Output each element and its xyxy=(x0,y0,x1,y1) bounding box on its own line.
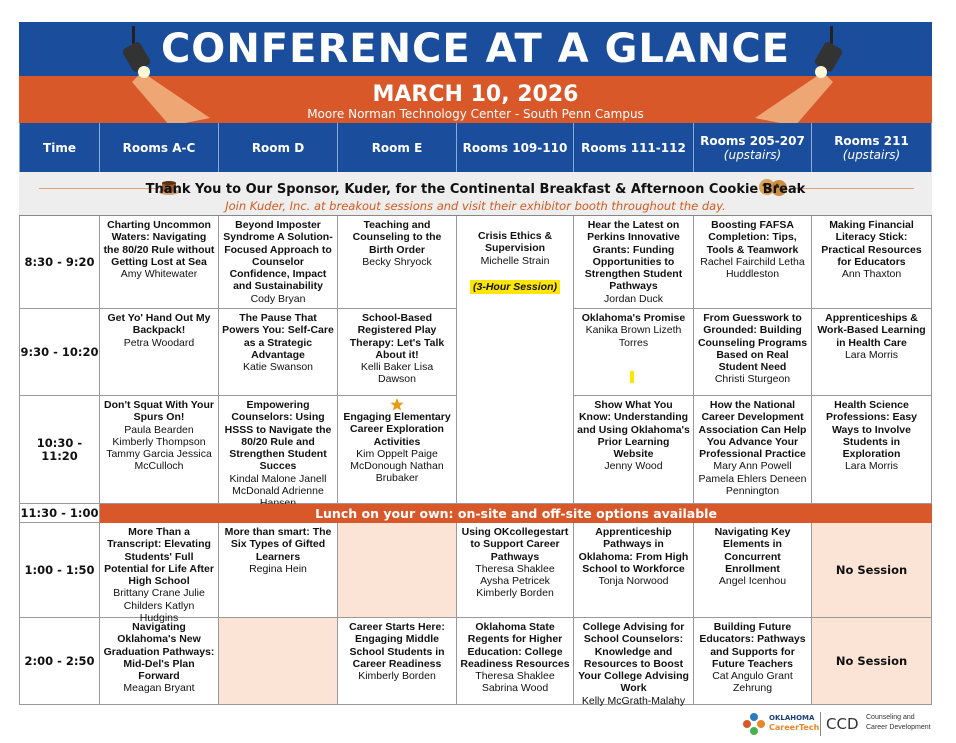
time-slot-lunch: 11:30 - 1:00 xyxy=(19,504,100,523)
time-slot-2: 9:30 - 10:20 xyxy=(19,309,100,396)
session-cell xyxy=(694,396,812,504)
session-title: From Guesswork to Grounded: Building Counseling Programs Based on Real Student Need xyxy=(697,312,808,374)
session-title: Engaging Elementary Career Exploration Activities xyxy=(343,411,451,448)
time-slot-5: 2:00 - 2:50 xyxy=(19,618,100,705)
logo-text-line2: CareerTech xyxy=(769,723,820,732)
session-presenter: Cody Bryan xyxy=(250,292,306,305)
session-title: The Pause That Powers You: Self-Care as a Strategic Advantage xyxy=(222,312,334,361)
session-presenter: Mary Ann Powell Pamela Ehlers Deneen Pennington xyxy=(698,460,807,498)
col-header-rooms-205-207 xyxy=(694,123,812,172)
session-title: Crisis Ethics & Supervision xyxy=(477,230,553,255)
session-title: Don't Squat With Your Spurs On! xyxy=(104,399,214,424)
session-presenter: Brittany Crane Julie Childers Katlyn Hudgins xyxy=(113,587,205,625)
session-cell xyxy=(574,396,694,504)
session-cell xyxy=(574,216,694,309)
session-presenter: Kelli Baker Lisa Dawson xyxy=(360,361,434,386)
session-presenter: Petra Woodard xyxy=(123,336,195,349)
sponsor-subtext: Join Kuder, Inc. at breakout sessions and visit their exhibitor booth throughout the day. xyxy=(225,199,726,213)
session-cell-three-hour xyxy=(457,216,574,504)
session-cell xyxy=(694,523,812,618)
session-title: Teaching and Counseling to the Birth Order xyxy=(352,219,442,256)
session-presenter: Tonja Norwood xyxy=(598,575,669,588)
session-title: How the National Career Development Association Can Help You Advance Your Professional Practice xyxy=(698,399,807,461)
session-cell xyxy=(100,309,219,396)
highlight-mark xyxy=(630,371,634,383)
session-title: Apprenticeship Pathways in Oklahoma: From High School to Workforce xyxy=(578,526,689,575)
session-cell xyxy=(219,523,338,618)
sponsor-text: Thank You to Our Sponsor, Kuder, for the Continental Breakfast & Afternoon Cookie Break xyxy=(145,182,806,197)
col-sublabel: (upstairs) xyxy=(842,147,901,162)
session-cell xyxy=(219,216,338,309)
col-label: Rooms A-C xyxy=(122,140,196,155)
session-title: College Advising for School Counselors: Knowledge and Resources to Boost Your College Advising Work xyxy=(578,621,689,695)
logo-text-line1: OKLAHOMA xyxy=(769,714,815,722)
session-title: Oklahoma's Promise xyxy=(581,312,686,324)
schedule-grid xyxy=(19,123,932,705)
star-icon xyxy=(390,398,404,411)
col-label: Rooms 109-110 xyxy=(462,140,568,155)
no-session-cell: No Session xyxy=(812,523,932,618)
session-presenter: Paula Bearden Kimberly Thompson Tammy Garcia Jessica McCulloch xyxy=(106,423,212,473)
empty-cell xyxy=(338,523,457,618)
session-title: Using OKcollegestart to Support Career Pathways xyxy=(461,526,569,563)
event-venue: Moore Norman Technology Center - South Penn Campus xyxy=(307,107,644,121)
col-header-rooms-a-c xyxy=(100,123,219,172)
ccd-text-line2: Career Development xyxy=(866,724,931,731)
session-title: Apprenticeships & Work-Based Learning in Health Care xyxy=(817,312,926,349)
footer-logos xyxy=(742,710,937,740)
ccd-logo-text: CCD xyxy=(826,715,859,733)
session-presenter: Rachel Fairchild Letha Huddleston xyxy=(700,255,805,281)
event-date: MARCH 10, 2026 xyxy=(372,82,579,107)
session-presenter: Theresa Shaklee Sabrina Wood xyxy=(475,670,555,695)
session-title: Boosting FAFSA Completion: Tips, Tools & Teamwork xyxy=(706,219,799,256)
session-cell xyxy=(694,618,812,705)
session-cell xyxy=(457,618,574,705)
col-sublabel: (upstairs) xyxy=(723,147,782,162)
empty-cell xyxy=(219,618,338,705)
col-label: Room E xyxy=(371,140,423,155)
careertech-logo-icon xyxy=(742,712,766,736)
session-presenter: Lara Morris xyxy=(844,460,899,473)
session-cell xyxy=(694,309,812,396)
session-title: Building Future Educators: Pathways and Supports for Future Teachers xyxy=(699,621,806,670)
session-title: Navigating Key Elements in Concurrent Enrollment xyxy=(714,526,791,575)
spotlight-right-icon xyxy=(755,26,845,126)
session-title: Career Starts Here: Engaging Middle School Students in Career Readiness xyxy=(349,621,445,670)
session-cell xyxy=(574,618,694,705)
col-label: Time xyxy=(43,140,76,155)
session-title: Navigating Oklahoma's New Graduation Pathways: Mid-Del's Plan Forward xyxy=(103,621,215,683)
sponsor-banner xyxy=(19,172,932,216)
session-title: Oklahoma State Regents for Higher Education: College Readiness Resources xyxy=(460,621,570,670)
session-cell xyxy=(338,309,457,396)
session-cell xyxy=(812,216,932,309)
session-presenter: Jenny Wood xyxy=(604,460,663,473)
col-label: Rooms 111-112 xyxy=(581,140,686,155)
session-presenter: Angel Icenhou xyxy=(718,575,787,588)
session-note: (3-Hour Session) xyxy=(470,280,560,294)
session-presenter: Kim Oppelt Paige McDonough Nathan Brubaker xyxy=(350,447,444,485)
session-cell xyxy=(100,216,219,309)
divider xyxy=(820,712,821,736)
session-cell xyxy=(574,309,694,396)
col-label: Room D xyxy=(251,140,305,155)
time-slot-4: 1:00 - 1:50 xyxy=(19,523,100,618)
session-title: Show What You Know: Understanding and Using Oklahoma's Prior Learning Website xyxy=(577,399,690,461)
session-presenter: Kindal Malone Janell McDonald Adrienne xyxy=(229,472,327,498)
session-title: Hear the Latest on Perkins Innovative Grants: Funding Opportunities to Strengthen Student Pathways xyxy=(584,219,683,293)
session-title: Empowering Counselors: Using HSSS to Navigate the 80/20 Rule and Strengthen Student Succes xyxy=(224,399,332,473)
session-cell xyxy=(219,396,338,504)
session-cell xyxy=(694,216,812,309)
col-label: Rooms 205-207 xyxy=(700,133,805,148)
session-cell xyxy=(219,309,338,396)
session-title: Get Yo' Hand Out My Backpack! xyxy=(107,312,211,337)
session-title: Making Financial Literacy Stick: Practical Resources for Educators xyxy=(821,219,922,268)
time-slot-3: 10:30 - 11:20 xyxy=(19,396,100,504)
session-cell xyxy=(338,216,457,309)
col-header-rooms-211 xyxy=(812,123,932,172)
no-session-cell: No Session xyxy=(812,618,932,705)
session-presenter: Cat Angulo Grant Zehrung xyxy=(712,670,793,695)
session-presenter: Kimberly Borden xyxy=(358,670,436,683)
session-presenter: Amy Whitewater xyxy=(120,268,198,281)
lunch-banner: Lunch on your own: on-site and off-site options available xyxy=(100,504,932,523)
session-cell xyxy=(338,618,457,705)
session-title: Beyond Imposter Syndrome A Solution-Focused Approach to Counselor Confidence, Impact and Sustainability xyxy=(223,219,333,293)
session-title: School-Based Registered Play Therapy: Let's Talk About it! xyxy=(349,312,445,361)
session-presenter: Meagan Bryant xyxy=(123,682,195,695)
session-cell xyxy=(100,618,219,705)
session-presenter: Regina Hein xyxy=(249,562,307,575)
page-title: CONFERENCE AT A GLANCE xyxy=(160,26,791,72)
col-label: Rooms 211 xyxy=(834,133,909,148)
session-presenter: Christi Sturgeon xyxy=(714,373,791,386)
session-presenter: Lara Morris xyxy=(844,348,899,361)
spotlight-left-icon xyxy=(120,26,210,126)
time-slot-1: 8:30 - 9:20 xyxy=(19,216,100,309)
col-header-room-d xyxy=(219,123,338,172)
session-presenter: Kelly McGrath-Malahy xyxy=(581,694,686,707)
col-header-room-e xyxy=(338,123,457,172)
col-header-time xyxy=(19,123,100,172)
session-cell xyxy=(812,309,932,396)
ccd-text-line1: Counseling and xyxy=(866,714,915,721)
session-cell xyxy=(457,523,574,618)
session-title: Charting Uncommon Waters: Navigating the 80/20 Rule without Getting Lost at Sea xyxy=(103,219,215,268)
session-cell-featured xyxy=(338,396,457,504)
session-title: More Than a Transcript: Elevating Students' Full Potential for Life After High School xyxy=(104,526,214,588)
session-cell xyxy=(100,396,219,504)
session-title: More than smart: The Six Types of Gifted Learners xyxy=(224,526,332,563)
session-cell xyxy=(100,523,219,625)
col-header-rooms-111-112 xyxy=(574,123,694,172)
session-presenter: Becky Shryock xyxy=(362,255,432,268)
session-cell xyxy=(812,396,932,504)
session-cell xyxy=(574,523,694,618)
session-title: Health Science Professions: Easy Ways to Involve Students in Exploration xyxy=(825,399,918,461)
session-presenter: Michelle Strain xyxy=(480,254,550,267)
session-presenter: Theresa Shaklee Aysha Petricek Kimberly Borden xyxy=(475,562,555,600)
col-header-rooms-109-110 xyxy=(457,123,574,172)
session-presenter: Ann Thaxton xyxy=(841,268,902,281)
session-presenter: Katie Swanson xyxy=(242,361,314,374)
session-presenter: Kanika Brown Lizeth Torres xyxy=(585,324,682,349)
session-presenter: Jordan Duck xyxy=(604,292,663,305)
